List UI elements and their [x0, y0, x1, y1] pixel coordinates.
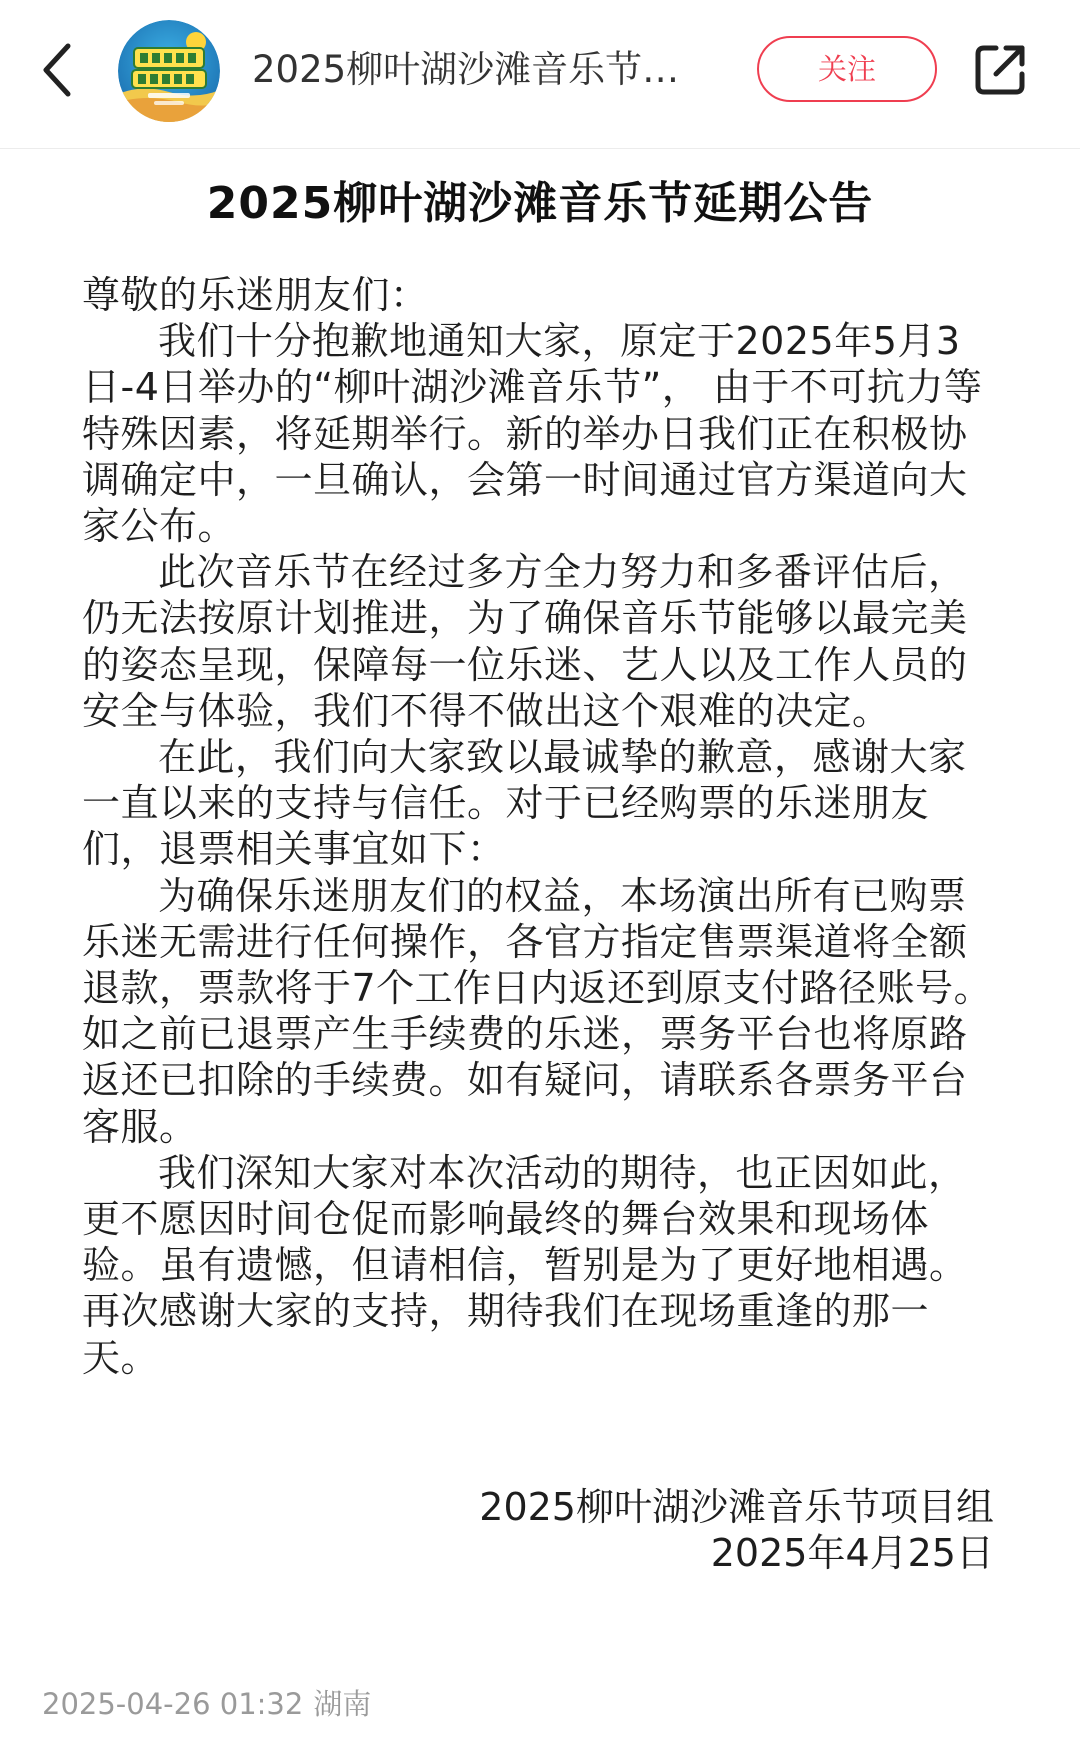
paragraph: 我们十分抱歉地通知大家，原定于2025年5月3日-4日举办的“柳叶湖沙滩音乐节”， 由于不可抗力等特殊因素，将延期举行。新的举办日我们正在积极协调确定中，一旦确认，会第一时间通过官方渠道向大家公布。	[82, 319, 983, 549]
share-icon	[970, 40, 1030, 100]
signature-block	[294, 1484, 994, 1576]
paragraph: 此次音乐节在经过多方全力努力和多番评估后，仍无法按原计划推进，为了确保音乐节能够以最完美的姿态呈现，保障每一位乐迷、艺人以及工作人员的安全与体验，我们不得不做出这个艰难的决定。	[82, 550, 968, 733]
greeting: 尊敬的乐迷朋友们：	[82, 273, 429, 317]
share-button[interactable]	[970, 40, 1030, 100]
festival-logo	[118, 20, 220, 122]
avatar[interactable]	[118, 20, 220, 122]
paragraph: 为确保乐迷朋友们的权益，本场演出所有已购票乐迷无需进行任何操作，各官方指定售票渠道将全额退款，票款将于7个工作日内返还到原支付路径账号。如之前已退票产生手续费的乐迷，票务平台也将原路返还已扣除的手续费。如有疑问，请联系各票务平台客服。	[82, 873, 993, 1149]
post-timestamp: 2025-04-26 01:32	[42, 1687, 304, 1721]
account-name[interactable]: 2025柳叶湖沙滩音乐节…	[252, 48, 680, 91]
top-bar	[0, 0, 1080, 149]
post-meta	[42, 1684, 371, 1724]
chevron-left-icon	[36, 38, 84, 102]
follow-button[interactable]: 关注	[757, 36, 937, 102]
signature: 2025柳叶湖沙滩音乐节项目组	[479, 1485, 994, 1529]
article-body	[82, 272, 998, 1381]
paragraph: 在此，我们向大家致以最诚挚的歉意，感谢大家一直以来的支持与信任。对于已经购票的乐迷朋友们，退票相关事宜如下：	[82, 735, 967, 872]
post-location: 湖南	[313, 1687, 372, 1721]
signature-date: 2025年4月25日	[710, 1531, 994, 1575]
paragraph: 我们深知大家对本次活动的期待，也正因如此，更不愿因时间仓促而影响最终的舞台效果和现场体验。虽有遗憾，但请相信，暂别是为了更好地相遇。再次感谢大家的支持，期待我们在现场重逢的那一天。	[82, 1150, 968, 1380]
back-button[interactable]	[36, 38, 84, 102]
page-title: 2025柳叶湖沙滩音乐节延期公告	[206, 178, 874, 229]
